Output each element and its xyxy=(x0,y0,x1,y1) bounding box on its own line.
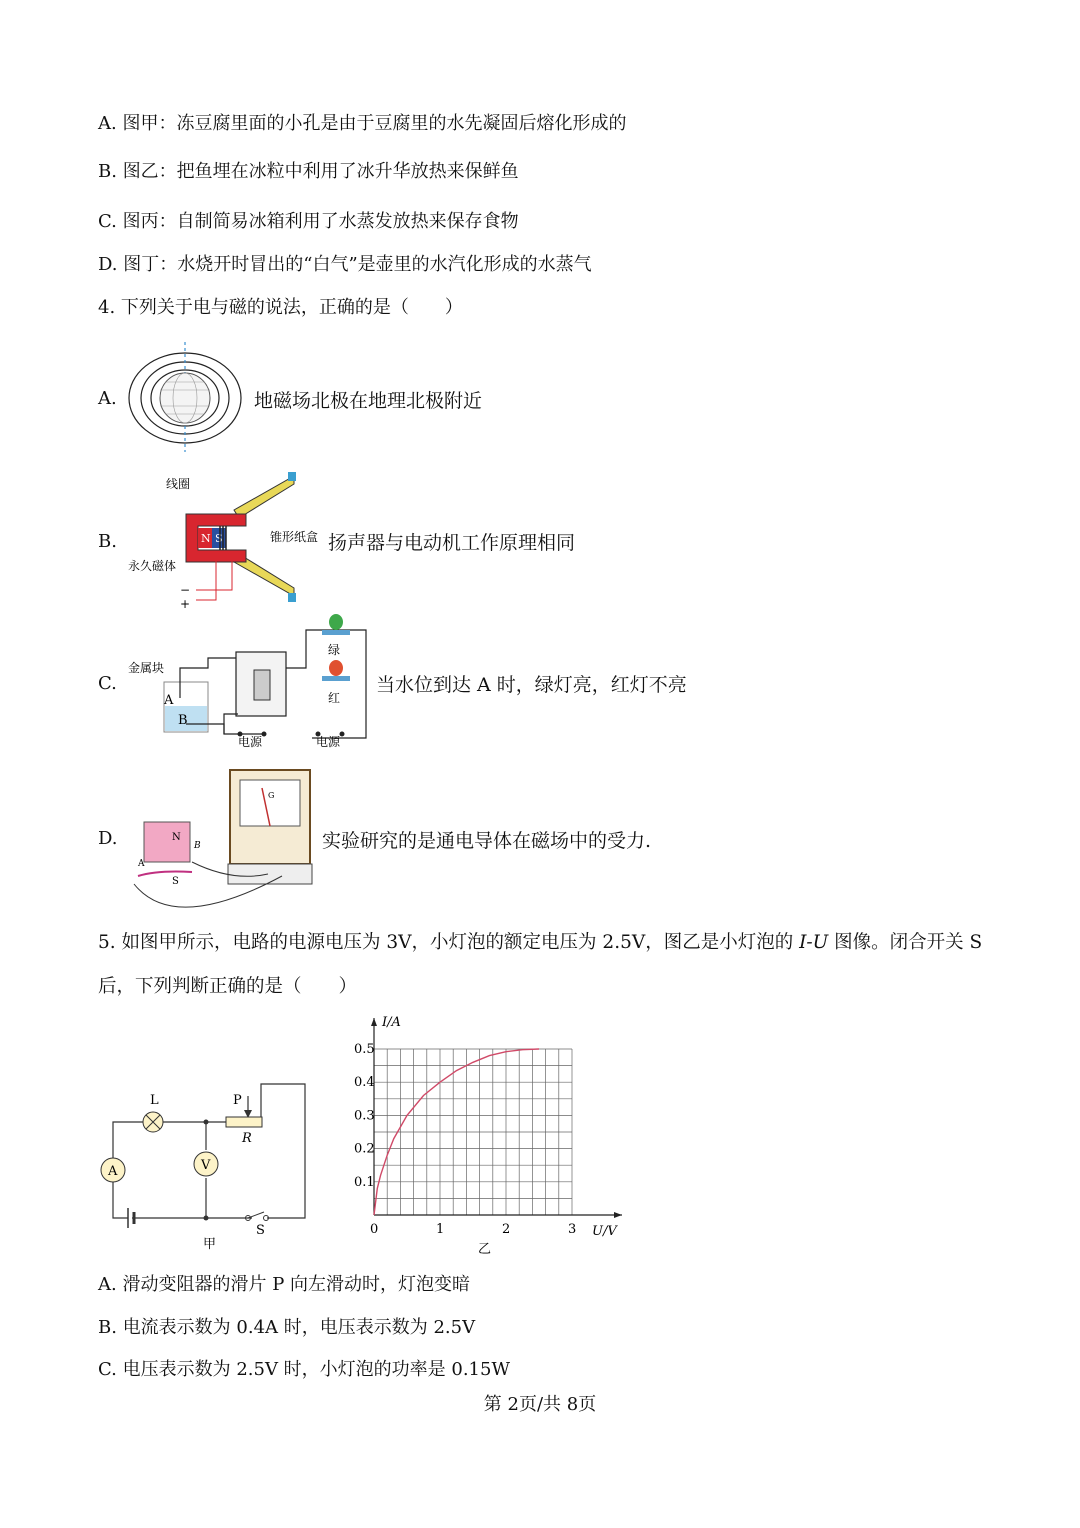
minus-terminal: − xyxy=(180,583,191,597)
x-tick-label: 2 xyxy=(502,1222,511,1237)
q4-b-text: 扬声器与电动机工作原理相同 xyxy=(328,532,576,554)
chart-caption: 乙 xyxy=(478,1242,492,1255)
galvanometer-label: G xyxy=(268,791,275,800)
circuit-caption: 甲 xyxy=(203,1237,217,1252)
level-a: A xyxy=(164,693,174,708)
x-axis-arrow xyxy=(614,1212,622,1218)
q4-b-label: B. xyxy=(98,531,117,552)
cone-label: 锥形纸盒 xyxy=(270,530,319,544)
y-axis-label: I/A xyxy=(382,1015,401,1030)
rheostat-label: R xyxy=(242,1131,252,1146)
q4-stem: 4. 下列关于电与磁的说法，正确的是（ ） xyxy=(98,297,463,318)
x-axis-label: U/V xyxy=(592,1224,617,1239)
d-s-pole: S xyxy=(172,876,179,887)
plus-terminal: + xyxy=(180,597,191,610)
y-tick-label: 0.2 xyxy=(354,1141,375,1157)
y-tick-label: 0.4 xyxy=(354,1075,375,1091)
q3-option-c: C. 图丙：自制简易冰箱利用了水蒸发放热来保存食物 xyxy=(98,211,519,232)
d-point-b: B xyxy=(194,841,201,851)
q4-a-label: A. xyxy=(98,388,117,409)
x-tick-label: 0 xyxy=(370,1222,379,1237)
q3-option-d: D. 图丁：水烧开时冒出的“白气”是壶里的水汽化形成的水蒸气 xyxy=(98,254,592,275)
slider-label: P xyxy=(233,1093,242,1108)
page-footer: 第 2页/共 8页 xyxy=(483,1394,597,1415)
q4-c-label: C. xyxy=(98,673,117,694)
y-tick-label: 0.5 xyxy=(354,1042,375,1057)
speaker-figure xyxy=(124,470,334,610)
q5-option-b: B. 电流表示数为 0.4A 时，电压表示数为 2.5V xyxy=(98,1317,476,1338)
d-point-a: A xyxy=(138,859,145,869)
x-tick-label: 1 xyxy=(436,1222,445,1237)
circuit-diagram-jia xyxy=(96,1080,316,1255)
d-n-pole: N xyxy=(172,832,181,843)
q3-option-a: A. 图甲：冻豆腐里面的小孔是由于豆腐里的水先凝固后熔化形成的 xyxy=(98,113,627,134)
coil-label: 线圈 xyxy=(166,477,191,491)
q4-c-text: 当水位到达 A 时，绿灯亮，红灯不亮 xyxy=(376,674,687,696)
s-pole: S xyxy=(215,532,223,545)
voltmeter-label: V xyxy=(201,1158,211,1173)
induction-experiment-figure xyxy=(130,766,320,912)
metal-block-label: 金属块 xyxy=(128,661,165,675)
q5-stem-line1: 5. 如图甲所示，电路的电源电压为 3V，小灯泡的额定电压为 2.5V，图乙是小灯泡的 I-U 图像。闭合开关 S xyxy=(98,932,983,953)
ammeter-label: A xyxy=(108,1164,118,1179)
q5-option-a: A. 滑动变阻器的滑片 P 向左滑动时，灯泡变暗 xyxy=(98,1274,471,1295)
q3-option-b: B. 图乙：把鱼埋在冰粒中利用了冰升华放热来保鲜鱼 xyxy=(98,161,519,182)
iu-graph-yi xyxy=(340,1010,630,1255)
q5-stem-line2: 后，下列判断正确的是（ ） xyxy=(98,976,358,997)
power-source-1: 电源 xyxy=(238,735,263,749)
q4-d-text: 实验研究的是通电导体在磁场中的受力. xyxy=(322,830,652,852)
lamp-label: L xyxy=(150,1093,159,1108)
level-b: B xyxy=(178,713,188,728)
y-axis-arrow xyxy=(371,1018,377,1026)
q4-a-text: 地磁场北极在地理北极附近 xyxy=(254,390,483,412)
n-pole: N xyxy=(201,532,211,545)
y-tick-label: 0.1 xyxy=(354,1174,375,1190)
q5-option-c: C. 电压表示数为 2.5V 时，小灯泡的功率是 0.15W xyxy=(98,1359,510,1380)
magnet-label: 永久磁体 xyxy=(128,559,177,573)
x-tick-label: 3 xyxy=(568,1222,577,1237)
water-level-alarm-figure xyxy=(124,612,374,750)
earth-magnetic-field-figure xyxy=(125,342,255,452)
q4-d-label: D. xyxy=(98,828,118,849)
y-tick-label: 0.3 xyxy=(354,1108,375,1124)
red-lamp-label: 红 xyxy=(328,691,341,705)
switch-label: S xyxy=(256,1223,265,1238)
power-source-2: 电源 xyxy=(316,735,341,749)
green-lamp-label: 绿 xyxy=(328,643,341,657)
